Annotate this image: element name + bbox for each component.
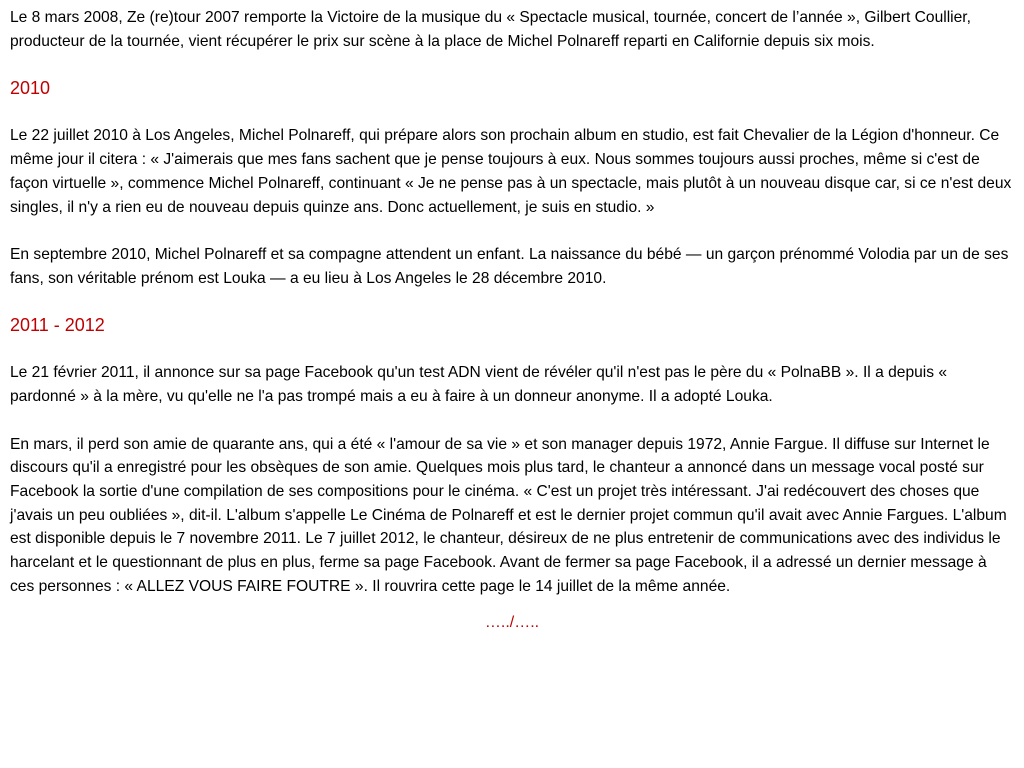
paragraph-annie-fargue: En mars, il perd son amie de quarante ans, qui a été « l'amour de sa vie » et son manager depuis 1972, Annie Fargue. Il diffuse sur Internet le discours qu'il a enregistré pour les obsèques de son amie. Quelques mois plus tard, le chanteur a annoncé dans un message vocal posté sur Facebook la sortie d'une compilation de ses compositions pour le cinéma. « C'est un projet très intéressant. J'ai redécouvert des choses que j'avais un peu oubliées », dit-il. L'album s'appelle Le Cinéma de Polnareff et est le dernier projet commun qu'il avait avec Annie Fargues. L'album est disponible depuis le 7 novembre 2011. Le 7 juillet 2012, le chanteur, désireux de ne plus entretenir de communications avec des individus le harcelant et le questionnant de plus en plus, ferme sa page Facebook. Avant de fermer sa page Facebook, il a adressé un dernier message à ces personnes : « ALLEZ VOUS FAIRE FOUTRE ». Il rouvrira cette page le 14 juillet de la même année. <box>10 435 1007 595</box>
continued-marker: …../….. <box>484 614 540 632</box>
paragraph-legion-honneur: Le 22 juillet 2010 à Los Angeles, Michel Polnareff, qui prépare alors son prochain album en studio, est fait Chevalier de la Légion d'honneur. Ce même jour il citera : « J'aimerais que mes fans sachent que je pense toujours à eux. Nous sommes toujours aussi proches, même si c'est de façon virtuelle », commence Michel Polnareff, continuant « Je ne pense pas à un spectacle, mais plutôt à un nouveau disque car, si ce n'est deux singles, il n'y a rien eu de nouveau depuis quinze ans. Donc actuellement, je suis en studio. » <box>10 127 1012 216</box>
paragraph-test-adn: Le 21 février 2011, il annonce sur sa page Facebook qu'un test ADN vient de révéler qu'il n'est pas le père du « PolnaBB ». Il a depuis « pardonné » à la mère, vu qu'elle ne l'a pas trompé mais a eu à faire à un donneur anonyme. Il a adopté Louka. <box>10 364 948 406</box>
paragraph-victoire-musique: Le 8 mars 2008, Ze (re)tour 2007 remporte la Victoire de la musique du « Spectacle musical, tournée, concert de l’année », Gilbert Coullier, producteur de la tournée, vient récupérer le prix sur scène à la place de Michel Polnareff reparti en Californie depuis six mois. <box>10 9 971 50</box>
paragraph-naissance-louka: En septembre 2010, Michel Polnareff et sa compagne attendent un enfant. La naissance du bébé — un garçon prénommé Volodia par un de ses fans, son véritable prénom est Louka — a eu lieu à Los Angeles le 28 décembre 2010. <box>10 245 1009 287</box>
section-heading-2011-2012: 2011 - 2012 <box>10 315 105 336</box>
section-heading-2010: 2010 <box>10 78 51 99</box>
